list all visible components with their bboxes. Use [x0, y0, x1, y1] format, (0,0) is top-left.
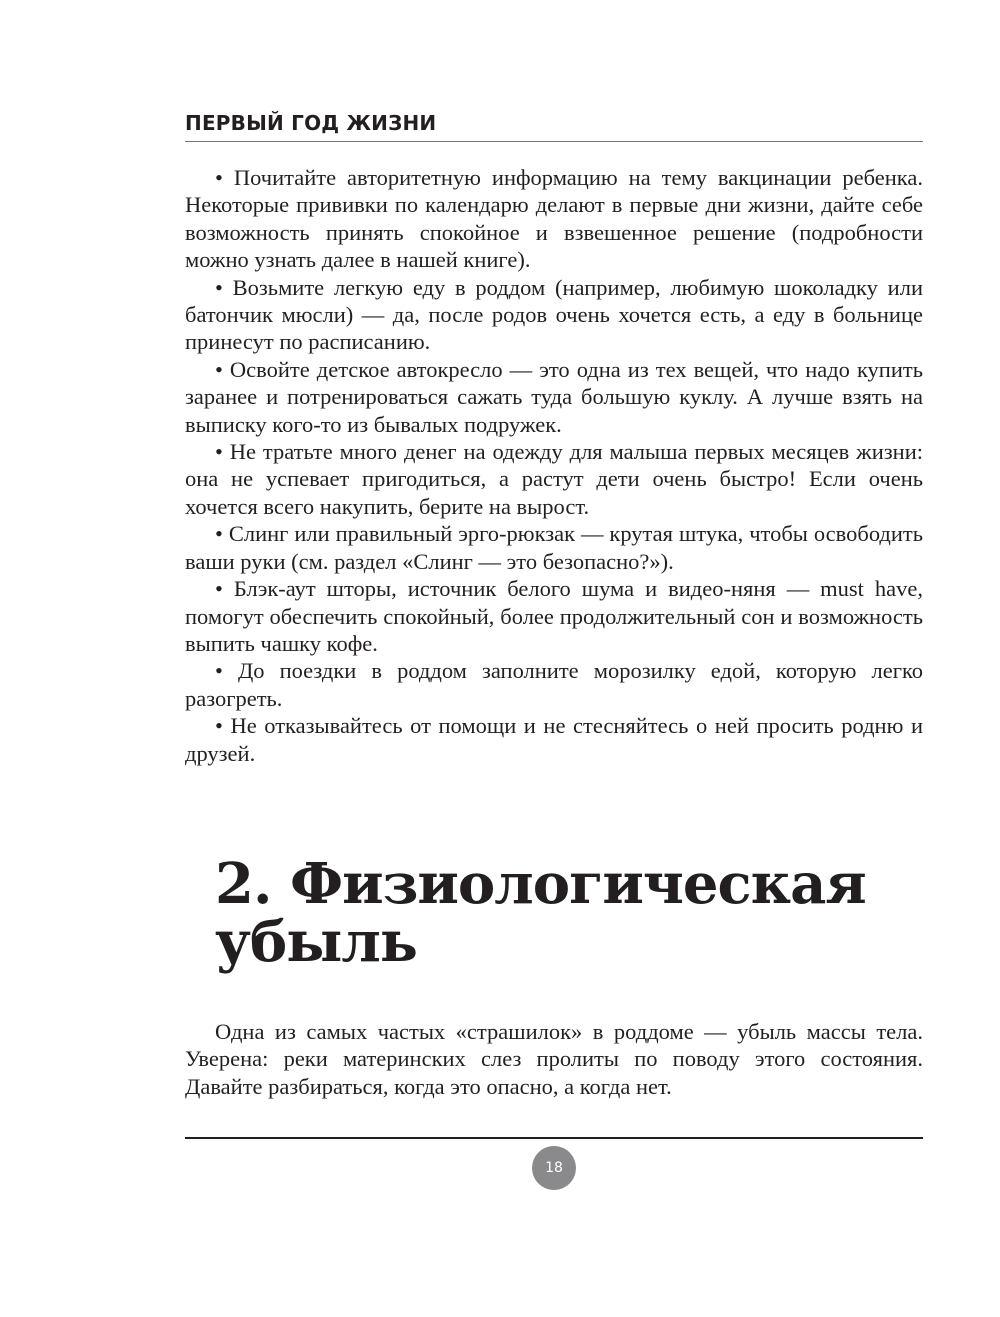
bullet-list	[185, 164, 923, 767]
running-head: ПЕРВЫЙ ГОД ЖИЗНИ	[185, 111, 437, 135]
bullet-item-car-seat: • Освойте детское автокресло — это одна из тех вещей, что надо купить заранее и потренироваться сажать туда большую куклу. А лучше взять на выписку кого-то из бывалых подружек.	[185, 356, 923, 437]
bullet-item-clothes: • Не тратьте много денег на одежду для малыша первых месяцев жизни: она не успевает пригодиться, а растут дети очень быстро! Если очень хочется всего накупить, берите на вырост.	[185, 439, 923, 519]
page-number-badge: 18	[532, 1146, 576, 1190]
intro-block	[185, 1018, 923, 1100]
bullet-item-help: • Не отказывайтесь от помощи и не стесняйтесь о ней просить родню и друзей.	[185, 713, 923, 766]
bullet-item-freezer: • До поездки в роддом заполните морозилку едой, которую легко разогреть.	[185, 658, 923, 711]
bullet-item-sling: • Слинг или правильный эрго-рюкзак — крутая штука, чтобы освободить ваши руки (см. раздел «Слинг — это безопасно?»).	[185, 521, 923, 574]
chapter-title: 2. Физиологическая убыль	[215, 851, 866, 975]
header-divider	[185, 141, 923, 142]
bullet-item-food: • Возьмите легкую еду в роддом (например, любимую шоколадку или батончик мюсли) — да, после родов очень хочется есть, а еду в больнице принесут по расписанию.	[185, 274, 923, 355]
intro-paragraph: Одна из самых частых «страшилок» в роддоме — убыль массы тела. Уверена: реки материнских слез пролиты по поводу этого состояния. Давайте разбираться, когда это опасно, а когда нет.	[185, 1019, 923, 1099]
bullet-item-vaccination: • Почитайте авторитетную информацию на тему вакцинации ребенка. Некоторые прививки по календарю делают в первые дни жизни, дайте себе возможность принять спокойное и взвешенное решение (подробности можно узнать далее в нашей книге).	[185, 165, 923, 273]
bullet-item-blackout: • Блэк-аут шторы, источник белого шума и видео-няня — must have, помогут обеспечить спокойный, более продолжительный сон и возможность выпить чашку кофе.	[185, 576, 923, 656]
footer-divider	[185, 1137, 923, 1139]
